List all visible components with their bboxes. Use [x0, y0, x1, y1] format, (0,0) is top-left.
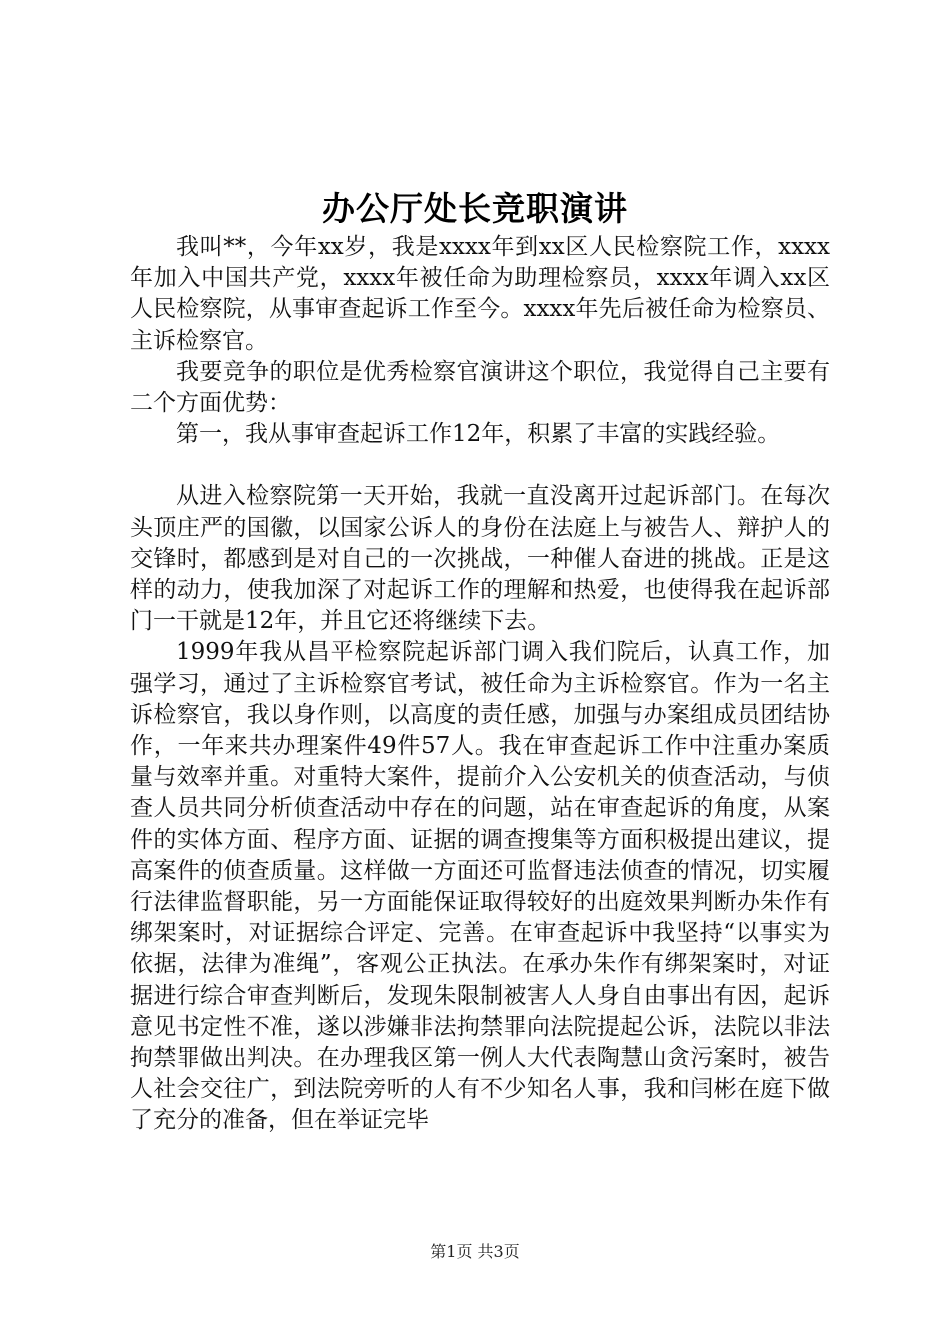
paragraph-first-advantage: 第一，我从事审查起诉工作12年，积累了丰富的实践经验。: [176, 421, 781, 448]
document-title: 办公厅处长竞职演讲: [322, 189, 628, 228]
paragraph-experience: 从进入检察院第一天开始，我就一直没离开过起诉部门。在每次头顶庄严的国徽，以国家公诉人的身份在法庭上与被告人、辩护人的交锋时，都感到是对自己的一次挑战，一种催人奋进的挑战。正是这样的动力，使我加深了对起诉工作的理解和热爱，也使得我在起诉部门一干就是12年，并且它还将继续下去。: [130, 483, 830, 635]
document-body: [130, 232, 830, 1137]
paragraph-work-record: 1999年我从昌平检察院起诉部门调入我们院后，认真工作，加强学习，通过了主诉检察官考试，被任命为主诉检察官。作为一名主诉检察官，我以身作则，以高度的责任感，加强与办案组成员团结协作，一年来共办理案件49件57人。我在审查起诉工作中注重办案质量与效率并重。对重特大案件，提前介入公安机关的侦查活动，与侦查人员共同分析侦查活动中存在的问题，站在审查起诉的角度，从案件的实体方面、程序方面、证据的调查搜集等方面积极提出建议，提高案件的侦查质量。这样做一方面还可监督违法侦查的情况，切实履行法律监督职能，另一方面能保证取得较好的出庭效果判断办朱作有绑架案时，对证据综合评定、完善。在审查起诉中我坚持“以事实为依据，法律为准绳”，客观公正执法。在承办朱作有绑架案时，对证据进行综合审查判断后，发现朱限制被害人人身自由事出有因，起诉意见书定性不准，遂以涉嫌非法拘禁罪向法院提起公诉，法院以非法拘禁罪做出判决。在办理我区第一例人大代表陶慧山贪污案时，被告人社会交往广，到法院旁听的人有不少知名人事，我和闫彬在庭下做了充分的准备，但在举证完毕: [130, 639, 830, 1134]
paragraph-intro: 我叫**，今年xx岁，我是xxxx年到xx区人民检察院工作，xxxx年加入中国共产党，xxxx年被任命为助理检察员，xxxx年调入xx区人民检察院，从事审查起诉工作至今。xxxx年先后被任命为检察员、主诉检察官。: [130, 234, 830, 354]
paragraph-position: 我要竞争的职位是优秀检察官演讲这个职位，我觉得自己主要有二个方面优势：: [130, 358, 830, 417]
page-footer: 第1页 共3页: [430, 1242, 520, 1261]
